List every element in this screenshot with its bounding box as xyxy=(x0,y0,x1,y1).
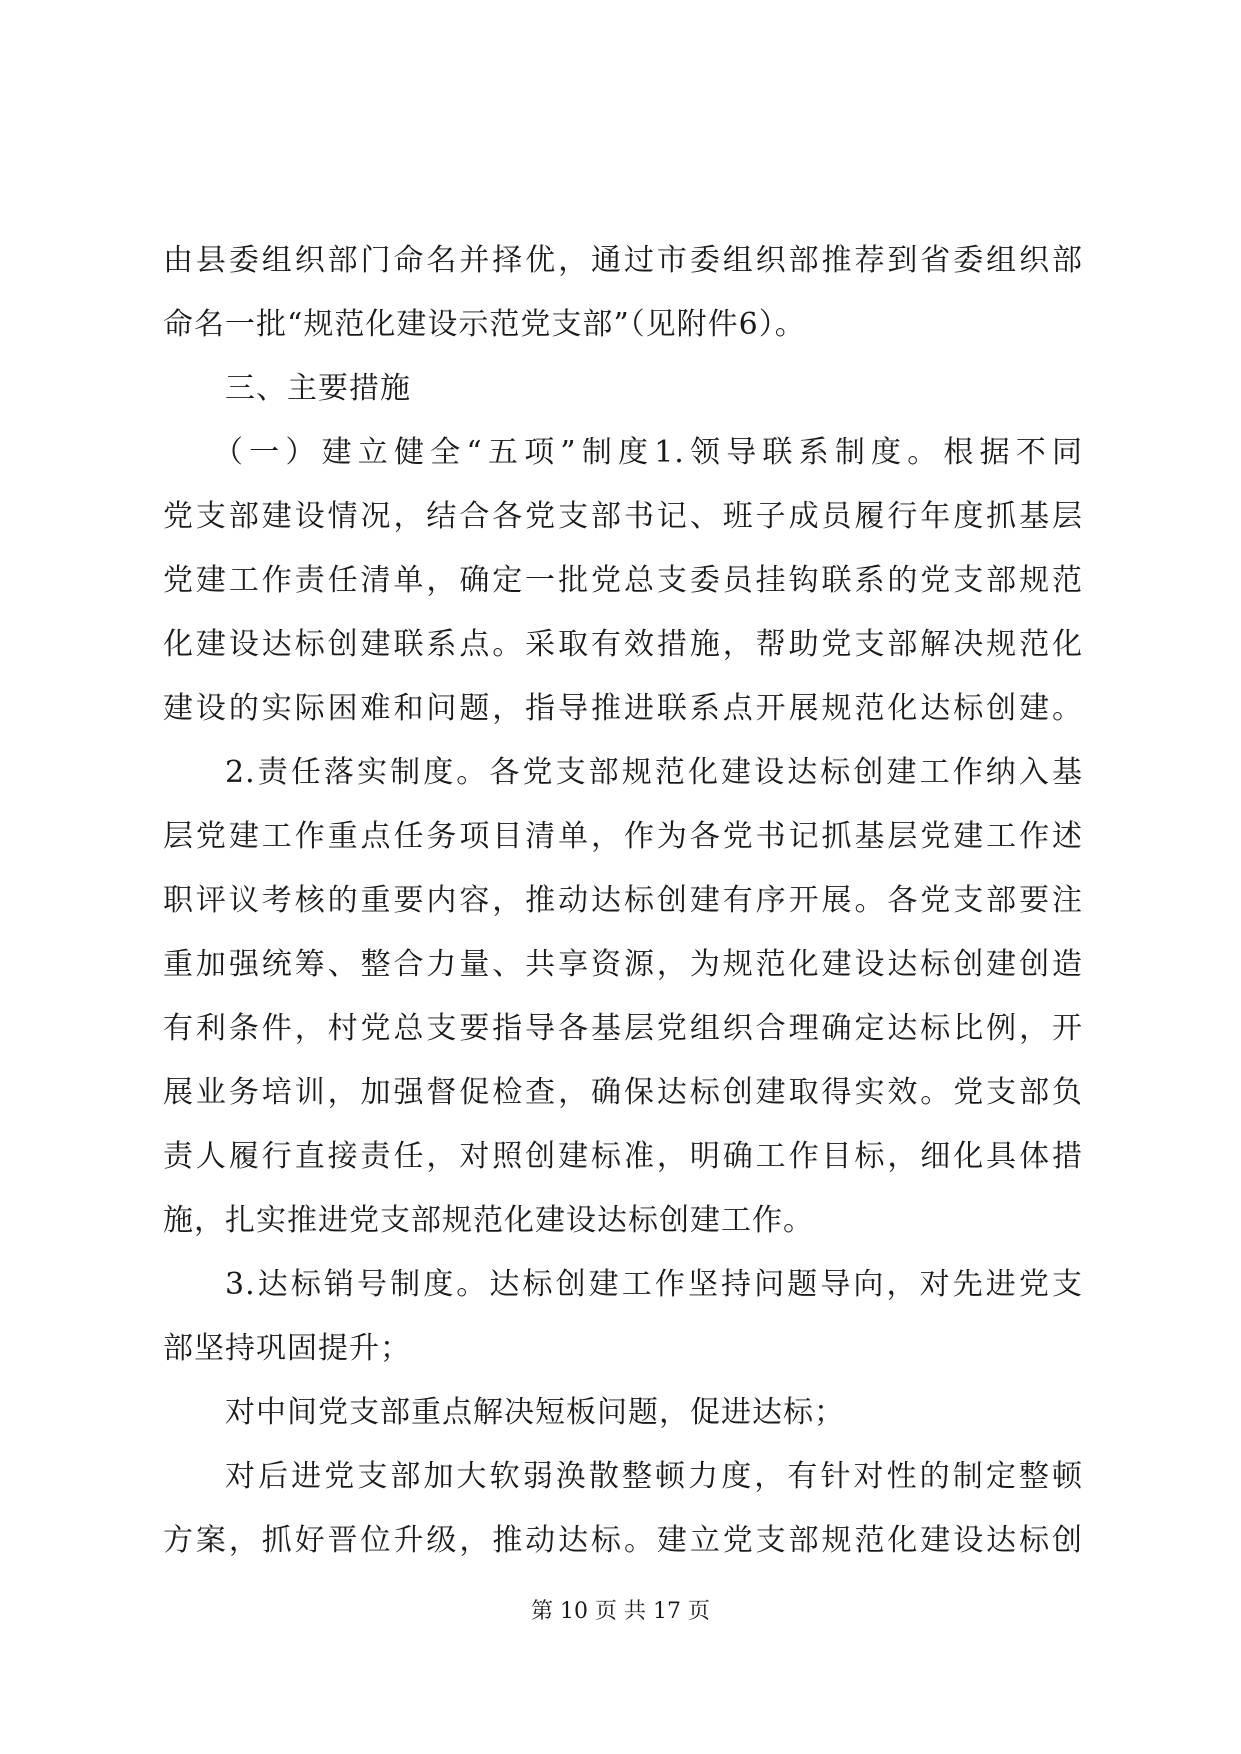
paragraph-line: 职评议考核的重要内容，推动达标创建有序开展。各党支部要注 xyxy=(163,883,1083,918)
paragraph-line: 施，扎实推进党支部规范化建设达标创建工作。 xyxy=(163,1203,814,1238)
paragraph-line: 命名一批“规范化建设示范党支部”（见附件6）。 xyxy=(163,307,806,342)
page-number-footer: 第 10 页 共 17 页 xyxy=(531,1599,710,1624)
section-heading: 三、主要措施 xyxy=(225,371,411,406)
paragraph-line: 有利条件，村党总支要指导各基层党组织合理确定达标比例，开 xyxy=(163,1011,1083,1046)
paragraph-line: 层党建工作重点任务项目清单，作为各党书记抓基层党建工作述 xyxy=(163,819,1083,854)
paragraph-line: 2.责任落实制度。各党支部规范化建设达标创建工作纳入基 xyxy=(225,755,1083,790)
paragraph-line: 重加强统筹、整合力量、共享资源，为规范化建设达标创建创造 xyxy=(163,947,1083,982)
paragraph-line: 党建工作责任清单，确定一批党总支委员挂钩联系的党支部规范 xyxy=(163,563,1083,598)
paragraph-line: 党支部建设情况，结合各党支部书记、班子成员履行年度抓基层 xyxy=(163,499,1083,534)
paragraph-line: 建设的实际困难和问题，指导推进联系点开展规范化达标创建。 xyxy=(163,691,1083,726)
paragraph-line: 责人履行直接责任，对照创建标准，明确工作目标，细化具体措 xyxy=(163,1139,1083,1174)
paragraph-line: 3.达标销号制度。达标创建工作坚持问题导向，对先进党支 xyxy=(225,1267,1083,1302)
subsection-heading: （一）建立健全“五项”制度1.领导联系制度。根据不同 xyxy=(213,435,1083,470)
paragraph-line: 展业务培训，加强督促检查，确保达标创建取得实效。党支部负 xyxy=(163,1075,1083,1110)
paragraph-line: 化建设达标创建联系点。采取有效措施，帮助党支部解决规范化 xyxy=(163,627,1083,662)
document-body xyxy=(163,229,1083,1573)
paragraph-line: 由县委组织部门命名并择优，通过市委组织部推荐到省委组织部 xyxy=(163,243,1083,278)
paragraph-line: 部坚持巩固提升； xyxy=(163,1331,411,1366)
paragraph-line: 对中间党支部重点解决短板问题，促进达标； xyxy=(225,1395,845,1430)
paragraph-line: 方案，抓好晋位升级，推动达标。建立党支部规范化建设达标创 xyxy=(163,1523,1083,1558)
paragraph-line: 对后进党支部加大软弱涣散整顿力度，有针对性的制定整顿 xyxy=(225,1459,1083,1494)
